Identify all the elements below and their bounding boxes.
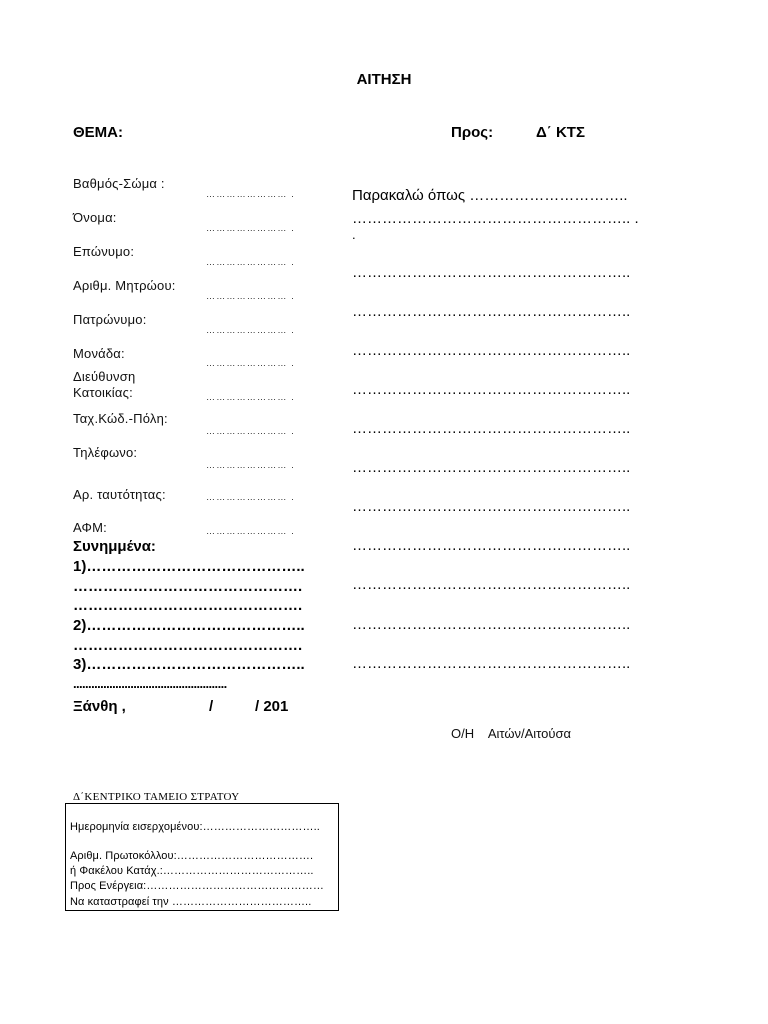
field-dots-unit[interactable]: …………………… . xyxy=(206,358,296,368)
field-label-id-number: Αρ. ταυτότητας: xyxy=(73,487,166,502)
attachment-line-2[interactable]: 2)…………………………………….. xyxy=(73,617,305,634)
document-title: ΑΙΤΗΣΗ xyxy=(356,71,412,88)
attachment-line-1c[interactable]: ………………………………………. xyxy=(73,597,303,614)
field-label-first-name: Όνομα: xyxy=(73,210,117,225)
attachments-title: Συνημμένα: xyxy=(73,538,156,555)
request-intro[interactable]: Παρακαλώ όπως ………………………….. xyxy=(352,187,628,204)
attachment-line-1b[interactable]: ………………………………………. xyxy=(73,578,303,595)
office-title: Δ΄ΚΕΝΤΡΙΚΟ ΤΑΜΕΙΟ ΣΤΡΑΤΟΥ xyxy=(73,791,240,803)
request-line[interactable]: ……………………………………………….. xyxy=(352,303,631,320)
office-field-file-entry[interactable]: ή Φακέλου Κατάχ.:………………………………….. xyxy=(70,865,314,877)
field-label-phone: Τηλέφωνο: xyxy=(73,445,138,460)
place-name: Ξάνθη , xyxy=(73,698,126,715)
attachment-line-2b[interactable]: ………………………………………. xyxy=(73,637,303,654)
request-line-dot: . xyxy=(352,227,356,242)
field-label-rank: Βαθμός-Σώμα : xyxy=(73,176,165,191)
recipient-label: Προς: xyxy=(451,124,494,141)
field-dots-address[interactable]: …………………… . xyxy=(206,392,296,402)
office-field-protocol-number[interactable]: Αριθμ. Πρωτοκόλλου:………………………………. xyxy=(70,850,314,862)
request-line[interactable]: ……………………………………………….. xyxy=(352,264,631,281)
field-dots-last-name[interactable]: …………………… . xyxy=(206,257,296,267)
field-label-postcode-city: Ταχ.Κώδ.-Πόλη: xyxy=(73,411,168,426)
field-dots-phone[interactable]: …………………… . xyxy=(206,460,296,470)
office-field-incoming-date[interactable]: Ημερομηνία εισερχομένου:………………………….. xyxy=(70,821,320,833)
field-dots-tax-number[interactable]: …………………… . xyxy=(206,526,296,536)
request-line-first[interactable]: ……………………………………………….. . xyxy=(352,210,639,227)
request-line[interactable]: ……………………………………………….. xyxy=(352,342,631,359)
request-line[interactable]: ……………………………………………….. xyxy=(352,459,631,476)
recipient-value: Δ΄ ΚΤΣ xyxy=(536,124,585,141)
office-field-action[interactable]: Προς Ενέργεια:………………………………………… xyxy=(70,880,324,892)
field-label-unit: Μονάδα: xyxy=(73,346,125,361)
request-line[interactable]: ……………………………………………….. xyxy=(352,655,631,672)
request-line[interactable]: ……………………………………………….. xyxy=(352,537,631,554)
subject-label: ΘΕΜΑ: xyxy=(73,124,123,141)
request-line[interactable]: ……………………………………………….. xyxy=(352,616,631,633)
request-line[interactable]: ……………………………………………….. xyxy=(352,420,631,437)
request-line[interactable]: ……………………………………………….. xyxy=(352,498,631,515)
field-label-last-name: Επώνυμο: xyxy=(73,244,135,259)
request-line[interactable]: ……………………………………………….. xyxy=(352,576,631,593)
field-label-tax-number: ΑΦΜ: xyxy=(73,520,107,535)
attachment-line-3[interactable]: 3)…………………………………….. xyxy=(73,656,305,673)
office-field-destroy-date[interactable]: Να καταστραφεί την ……………………………….. xyxy=(70,896,312,908)
field-dots-father-name[interactable]: …………………… . xyxy=(206,325,296,335)
attachment-line-1[interactable]: 1)…………………………………….. xyxy=(73,558,305,575)
field-dots-registry-number[interactable]: …………………… . xyxy=(206,291,296,301)
attachment-line-3b[interactable]: ................................................... xyxy=(73,676,227,691)
field-label-father-name: Πατρώνυμο: xyxy=(73,312,147,327)
request-line[interactable]: ……………………………………………….. xyxy=(352,381,631,398)
field-dots-first-name[interactable]: …………………… . xyxy=(206,223,296,233)
applicant-signature-label: Ο/Η Αιτών/Αιτούσα xyxy=(451,726,572,741)
field-dots-rank[interactable]: …………………… . xyxy=(206,189,296,199)
date-separator-1: / xyxy=(209,698,214,715)
date-separator-2: / 201 xyxy=(255,698,289,715)
field-dots-postcode-city[interactable]: …………………… . xyxy=(206,426,296,436)
field-label-registry-number: Αριθμ. Μητρώου: xyxy=(73,278,176,293)
field-label-address: Διεύθυνση Κατοικίας: xyxy=(73,369,136,400)
field-dots-id-number[interactable]: …………………… . xyxy=(206,492,296,502)
